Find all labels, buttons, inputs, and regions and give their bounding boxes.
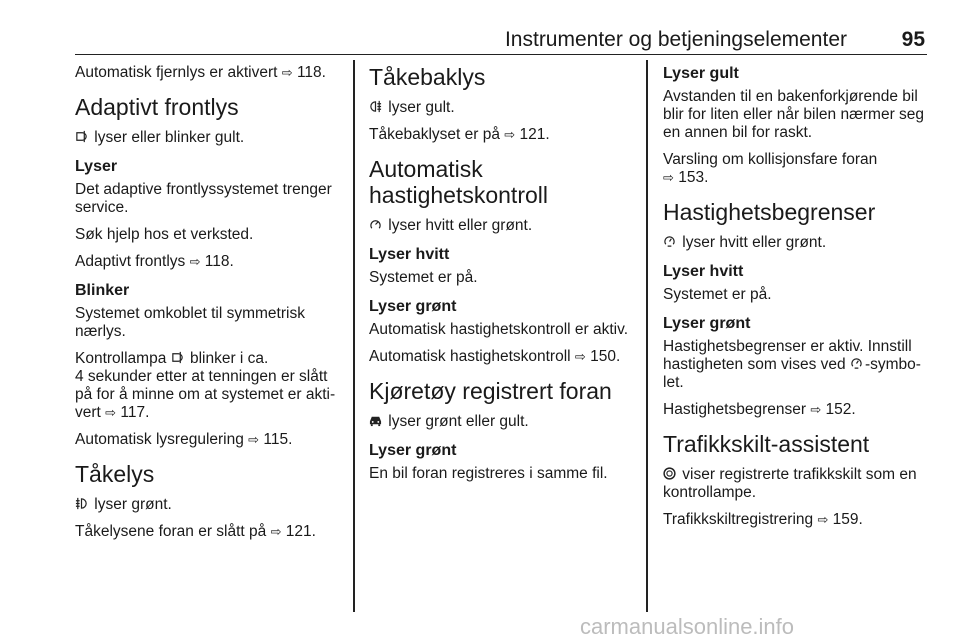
vehicle-ahead-icon: [369, 414, 382, 427]
page-ref-arrow-icon: ⇨: [817, 512, 829, 527]
page-ref-arrow-icon: ⇨: [270, 524, 282, 539]
page-ref-arrow-icon: ⇨: [105, 405, 117, 420]
paragraph: Kontrollampa blinker i ca. 4 sekunder etter at tenningen er slått på for å minne om at systemet er akti-vert ⇨ 117.: [75, 350, 336, 421]
heading-lyser-gront: Lyser grønt: [663, 315, 751, 332]
heading-takebaklys: Tåkebaklys: [369, 64, 486, 90]
paragraph: Automatisk lysregulering ⇨ 115.: [75, 431, 293, 448]
paragraph: Tåkebaklyset er på ⇨ 121.: [369, 126, 550, 143]
adaptive-headlight-icon: [171, 351, 184, 364]
paragraph: Systemet er på.: [369, 269, 478, 286]
paragraph: Søk hjelp hos et verksted.: [75, 226, 254, 243]
paragraph: lyser grønt eller gult.: [369, 413, 641, 431]
adaptive-headlight-icon: [75, 130, 88, 143]
column-3: [663, 64, 928, 538]
paragraph: lyser eller blinker gult.: [75, 129, 345, 147]
paragraph: Systemet er på.: [663, 286, 772, 303]
page-ref-arrow-icon: ⇨: [189, 254, 201, 269]
speed-limiter-icon: [850, 357, 863, 370]
heading-lyser-gront: Lyser grønt: [369, 298, 457, 315]
paragraph: Avstanden til en bakenforkjørende bil blir for liten eller når bilen nærmer seg en annen bil for raskt.: [663, 88, 925, 141]
front-fog-light-icon: [75, 497, 88, 510]
speed-limiter-icon: [663, 235, 676, 248]
column-divider: [353, 60, 355, 612]
column-2: [369, 64, 641, 492]
heading-lyser-hvitt: Lyser hvitt: [369, 246, 450, 263]
column-1: [75, 64, 345, 550]
paragraph: Hastighetsbegrenser ⇨ 152.: [663, 401, 856, 418]
heading-lyser-hvitt: Lyser hvitt: [663, 263, 744, 280]
heading-takelys: Tåkelys: [75, 461, 155, 487]
paragraph: Systemet omkoblet til symmetrisk nærlys.: [75, 305, 305, 340]
section-title: Instrumenter og betjeningselementer: [504, 28, 847, 51]
heading-trafikkskilt-assistent: Trafikkskilt-assistent: [663, 431, 870, 457]
paragraph: Varsling om kollisjonsfare foran ⇨ 153.: [663, 151, 878, 186]
page-ref-arrow-icon: ⇨: [248, 432, 260, 447]
heading-lyser-gront: Lyser grønt: [369, 442, 457, 459]
heading-automatisk-hastighetskontroll: Automatisk hastighetskontroll: [369, 156, 548, 208]
paragraph: Adaptivt frontlys ⇨ 118.: [75, 253, 234, 270]
paragraph: Det adaptive frontlyssystemet trenger service.: [75, 181, 332, 216]
page-ref-arrow-icon: ⇨: [504, 127, 516, 142]
heading-blinker: Blinker: [75, 282, 130, 299]
page-number: 95: [901, 28, 925, 51]
paragraph: lyser gult.: [369, 99, 641, 117]
column-divider: [646, 60, 648, 612]
paragraph: viser registrerte trafikkskilt som en kontrollampe.: [663, 466, 917, 501]
paragraph: Trafikkskiltregistrering ⇨ 159.: [663, 511, 863, 528]
paragraph: Automatisk fjernlys er aktivert ⇨ 118.: [75, 64, 326, 81]
paragraph: lyser hvitt eller grønt.: [369, 217, 641, 235]
page-ref-arrow-icon: ⇨: [281, 65, 293, 80]
rear-fog-light-icon: [369, 100, 382, 113]
paragraph: lyser hvitt eller grønt.: [663, 234, 928, 252]
watermark: carmanualsonline.info: [580, 614, 795, 639]
page-ref-arrow-icon: ⇨: [810, 402, 822, 417]
paragraph: Tåkelysene foran er slått på ⇨ 121.: [75, 523, 316, 540]
heading-lyser: Lyser: [75, 158, 118, 175]
paragraph: En bil foran registreres i samme fil.: [369, 465, 608, 482]
page-ref-arrow-icon: ⇨: [574, 349, 586, 364]
page-ref-arrow-icon: ⇨: [663, 170, 674, 185]
heading-lyser-gult: Lyser gult: [663, 65, 739, 82]
heading-adaptive-frontlys: Adaptivt frontlys: [75, 94, 239, 120]
heading-hastighetsbegrenser: Hastighetsbegrenser: [663, 199, 876, 225]
paragraph: lyser grønt.: [75, 496, 345, 514]
paragraph: Hastighetsbegrenser er aktiv. Innstill hastigheten som vises ved -symbo-let.: [663, 338, 921, 391]
paragraph: Automatisk hastighetskontroll er aktiv.: [369, 321, 629, 338]
traffic-sign-icon: [663, 467, 676, 480]
heading-kjoretoy-registrert-foran: Kjøretøy registrert foran: [369, 378, 612, 404]
cruise-control-icon: [369, 218, 382, 231]
page-header: [75, 24, 927, 55]
paragraph: Automatisk hastighetskontroll ⇨ 150.: [369, 348, 621, 365]
